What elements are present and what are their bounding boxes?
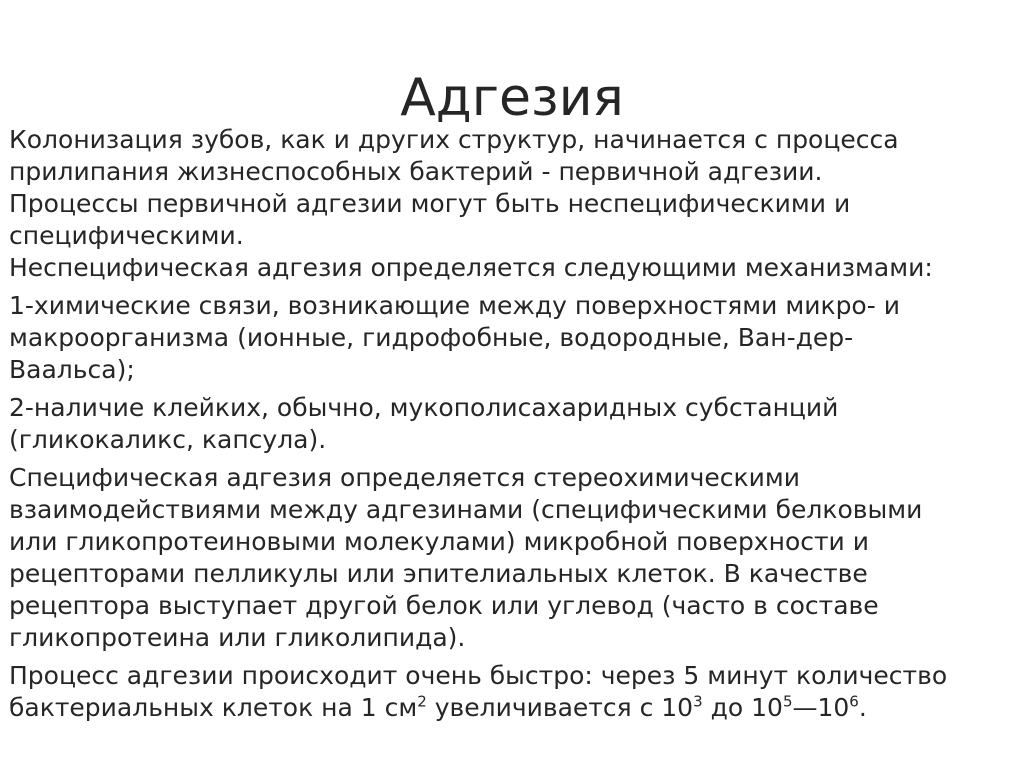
paragraph-adhesion-speed	[9, 660, 1014, 724]
paragraph-adhesive-substances	[9, 392, 1014, 456]
paragraph-specific-adhesion	[9, 462, 1014, 654]
text-fragment: бактериальных клеток на 1 см	[9, 693, 418, 722]
text-line: макроорганизма (ионные, гидрофобные, водородные, Ван-дер-	[9, 323, 854, 352]
superscript: 2	[417, 692, 427, 711]
text-line: (гликокаликс, капсула).	[9, 425, 327, 454]
slide-title: Адгезия	[400, 68, 624, 128]
text-line: Неспецифическая адгезия определяется следующими механизмами:	[9, 253, 933, 282]
text-line: Ваальса);	[9, 355, 135, 384]
text-line: 2-наличие клейких, обычно, мукополисахаридных субстанций	[9, 393, 839, 422]
text-line: Процессы первичной адгезии могут быть неспецифическими и	[9, 189, 851, 218]
text-fragment: увеличивается с 10	[426, 693, 694, 722]
slide-body	[9, 124, 1014, 730]
text-line: прилипания жизнеспособных бактерий - первичной адгезии.	[9, 157, 823, 186]
text-line: Процесс адгезии происходит очень быстро: через 5 минут количество	[9, 661, 948, 690]
text-line: рецептора выступает другой белок или углевод (часто в составе	[9, 591, 879, 620]
paragraph-colonization	[9, 124, 1014, 284]
paragraph-chemical-bonds	[9, 290, 1014, 386]
text-line: рецепторами пелликулы или эпителиальных клеток. В качестве	[9, 559, 868, 588]
text-line: гликопротеина или гликолипида).	[9, 623, 466, 652]
text-fragment: до 10	[702, 693, 783, 722]
text-line: Колонизация зубов, как и других структур, начинается с процесса	[9, 125, 899, 154]
text-line: Специфическая адгезия определяется стереохимическими	[9, 463, 801, 492]
text-line: 1-химические связи, возникающие между поверхностями микро- и	[9, 291, 900, 320]
superscript: 6	[849, 692, 859, 711]
text-line: взаимодействиями между адгезинами (специфическими белковыми	[9, 495, 923, 524]
text-line: или гликопротеиновыми молекулами) микробной поверхности и	[9, 527, 869, 556]
text-fragment: —10	[792, 693, 850, 722]
superscript: 3	[693, 692, 703, 711]
text-line: специфическими.	[9, 221, 244, 250]
text-fragment: .	[858, 693, 867, 722]
superscript: 5	[782, 692, 793, 711]
text-line-with-exponents	[9, 692, 1014, 724]
